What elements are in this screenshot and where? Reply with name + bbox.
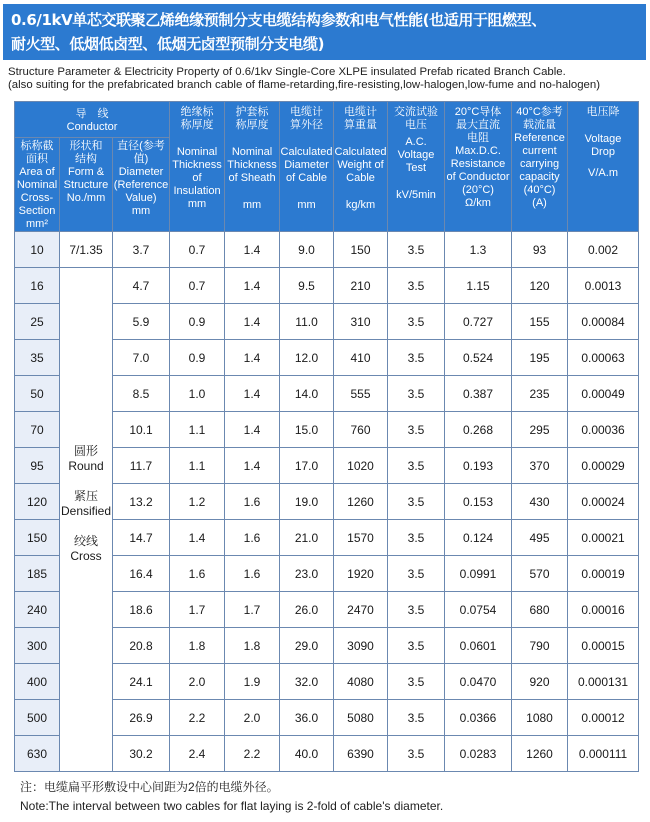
- cell-voltage-drop: 0.000131: [568, 664, 639, 700]
- cell-weight: 555: [334, 376, 388, 412]
- cell-voltage-test: 3.5: [388, 592, 445, 628]
- form-cross-en: Cross: [70, 549, 102, 563]
- header-voltage-drop-en: Voltage Drop: [584, 133, 622, 158]
- header-weight: [334, 102, 388, 232]
- cell-resistance: 0.193: [445, 448, 512, 484]
- header-voltage-drop: [568, 102, 639, 232]
- header-form: [60, 138, 113, 232]
- cell-voltage-drop: 0.000111: [568, 736, 639, 772]
- header-weight-en: Calculated Weight of Cable: [334, 146, 387, 184]
- cell-voltage-drop: 0.00016: [568, 592, 639, 628]
- cell-diameter: 26.9: [113, 700, 170, 736]
- cell-diameter: 8.5: [113, 376, 170, 412]
- cell-diameter: 20.8: [113, 628, 170, 664]
- table-body: [15, 232, 639, 772]
- form-densified-cn: 紧压: [73, 489, 98, 503]
- cell-insulation: 1.4: [170, 520, 225, 556]
- cable-parameter-table: [14, 101, 639, 772]
- header-section-en: Area of Nominal Cross-Section: [16, 166, 58, 217]
- english-subtitle: [8, 66, 648, 92]
- cell-current-capacity: 295: [512, 412, 568, 448]
- cell-cable-diameter: 23.0: [280, 556, 334, 592]
- header-current-capacity: [512, 102, 568, 232]
- cell-voltage-test: 3.5: [388, 664, 445, 700]
- cell-current-capacity: 120: [512, 268, 568, 304]
- cell-resistance: 0.0991: [445, 556, 512, 592]
- form-structure-cell: [60, 268, 113, 772]
- cell-voltage-test: 3.5: [388, 304, 445, 340]
- cell-diameter: 30.2: [113, 736, 170, 772]
- header-resistance-unit: Ω/km: [465, 197, 491, 209]
- cell-resistance: 0.524: [445, 340, 512, 376]
- cell-diameter: 11.7: [113, 448, 170, 484]
- header-diameter-cn: 直径(参考值): [117, 140, 165, 165]
- cell-voltage-drop: 0.00021: [568, 520, 639, 556]
- cell-current-capacity: 495: [512, 520, 568, 556]
- cell-voltage-test: 3.5: [388, 376, 445, 412]
- conductor-en: Conductor: [66, 120, 118, 133]
- cell-current-capacity: 1080: [512, 700, 568, 736]
- cell-voltage-test: 3.5: [388, 700, 445, 736]
- cell-insulation: 1.1: [170, 448, 225, 484]
- header-current-capacity-en: Reference current carrying capacity (40°C): [514, 132, 565, 196]
- cell-insulation: 0.9: [170, 304, 225, 340]
- cell-section: 25: [15, 304, 60, 340]
- cell-current-capacity: 570: [512, 556, 568, 592]
- header-voltage-drop-unit: V/A.m: [588, 167, 618, 179]
- title-line-2: 耐火型、低烟低卤型、低烟无卤型预制分支电缆): [11, 35, 325, 53]
- cell-voltage-drop: 0.00015: [568, 628, 639, 664]
- footnote-en: Note:The interval between two cables for flat laying is 2-fold of cable's diameter.: [20, 799, 444, 813]
- cell-voltage-test: 3.5: [388, 736, 445, 772]
- cell-resistance: 0.0366: [445, 700, 512, 736]
- cell-voltage-drop: 0.00012: [568, 700, 639, 736]
- cell-cable-diameter: 26.0: [280, 592, 334, 628]
- cell-section: 70: [15, 412, 60, 448]
- form-round-en: Round: [68, 459, 104, 473]
- cell-section: 185: [15, 556, 60, 592]
- cell-diameter: 7.0: [113, 340, 170, 376]
- cell-section: 120: [15, 484, 60, 520]
- cell-resistance: 0.0754: [445, 592, 512, 628]
- header-sheath: [225, 102, 280, 232]
- header-sheath-unit: mm: [242, 199, 262, 211]
- cell-section: 300: [15, 628, 60, 664]
- header-weight-unit: kg/km: [345, 199, 376, 211]
- cell-current-capacity: 790: [512, 628, 568, 664]
- header-cable-diameter-en: Calculated Diameter of Cable: [280, 146, 333, 184]
- cell-weight: 410: [334, 340, 388, 376]
- cell-insulation: 2.2: [170, 700, 225, 736]
- header-diameter: [113, 138, 170, 232]
- cell-cable-diameter: 14.0: [280, 376, 334, 412]
- cell-sheath: 1.6: [225, 484, 280, 520]
- cell-voltage-test: 3.5: [388, 268, 445, 304]
- cell-section: 240: [15, 592, 60, 628]
- cell-resistance: 1.3: [445, 232, 512, 268]
- cell-weight: 760: [334, 412, 388, 448]
- cell-sheath: 1.7: [225, 592, 280, 628]
- table-row: [15, 232, 639, 268]
- cell-voltage-drop: 0.00063: [568, 340, 639, 376]
- cell-voltage-drop: 0.00049: [568, 376, 639, 412]
- cell-form: 7/1.35: [60, 232, 113, 268]
- header-resistance: [445, 102, 512, 232]
- cell-cable-diameter: 19.0: [280, 484, 334, 520]
- header-cable-diameter: [280, 102, 334, 232]
- cell-insulation: 1.0: [170, 376, 225, 412]
- conductor-cn: 导 线: [75, 107, 109, 120]
- header-sheath-en: Nominal Thickness of Sheath: [227, 146, 277, 184]
- cell-diameter: 24.1: [113, 664, 170, 700]
- cell-resistance: 0.268: [445, 412, 512, 448]
- cell-insulation: 2.0: [170, 664, 225, 700]
- header-cable-diameter-unit: mm: [297, 199, 316, 211]
- cell-insulation: 1.2: [170, 484, 225, 520]
- form-cross-cn: 绞线: [73, 534, 98, 548]
- cell-sheath: 1.4: [225, 340, 280, 376]
- header-form-cn: 形状和结构: [69, 140, 103, 165]
- cell-insulation: 0.7: [170, 232, 225, 268]
- cell-voltage-test: 3.5: [388, 556, 445, 592]
- header-voltage-test-cn: 交流试验电压: [394, 106, 439, 131]
- header-resistance-cn: 20°C导体最大直流电阻: [454, 106, 502, 144]
- cell-resistance: 0.0283: [445, 736, 512, 772]
- cell-voltage-test: 3.5: [388, 340, 445, 376]
- cell-voltage-test: 3.5: [388, 628, 445, 664]
- cell-diameter: 4.7: [113, 268, 170, 304]
- header-sheath-cn: 护套标称厚度: [235, 106, 269, 131]
- cell-voltage-test: 3.5: [388, 412, 445, 448]
- cell-current-capacity: 430: [512, 484, 568, 520]
- cell-weight: 150: [334, 232, 388, 268]
- header-insulation-cn: 绝缘标称厚度: [180, 106, 214, 131]
- header-diameter-en: Diameter (Reference Value): [113, 166, 169, 204]
- cell-voltage-drop: 0.0013: [568, 268, 639, 304]
- cell-weight: 310: [334, 304, 388, 340]
- header-section-cn: 标称截面积: [20, 140, 54, 165]
- footnote-cn: 注：电缆扁平形敷设中心间距为2倍的电缆外径。: [20, 780, 279, 794]
- cell-voltage-drop: 0.00036: [568, 412, 639, 448]
- cell-weight: 1260: [334, 484, 388, 520]
- cell-sheath: 1.4: [225, 232, 280, 268]
- cell-diameter: 3.7: [113, 232, 170, 268]
- cell-sheath: 1.4: [225, 412, 280, 448]
- cell-cable-diameter: 17.0: [280, 448, 334, 484]
- header-form-en: Form & Structure: [63, 166, 109, 191]
- cell-resistance: 0.153: [445, 484, 512, 520]
- cell-diameter: 5.9: [113, 304, 170, 340]
- header-section: [15, 138, 60, 232]
- cell-diameter: 13.2: [113, 484, 170, 520]
- cell-diameter: 16.4: [113, 556, 170, 592]
- header-cable-diameter-cn: 电缆计算外径: [290, 106, 324, 131]
- cell-sheath: 1.9: [225, 664, 280, 700]
- cell-cable-diameter: 9.5: [280, 268, 334, 304]
- cell-voltage-drop: 0.00084: [568, 304, 639, 340]
- cell-voltage-test: 3.5: [388, 448, 445, 484]
- cell-current-capacity: 920: [512, 664, 568, 700]
- header-current-capacity-unit: (A): [532, 197, 547, 209]
- cell-insulation: 2.4: [170, 736, 225, 772]
- cell-insulation: 1.8: [170, 628, 225, 664]
- cell-current-capacity: 680: [512, 592, 568, 628]
- cell-section: 10: [15, 232, 60, 268]
- cell-insulation: 0.9: [170, 340, 225, 376]
- cell-diameter: 10.1: [113, 412, 170, 448]
- cell-diameter: 14.7: [113, 520, 170, 556]
- cell-voltage-drop: 0.00019: [568, 556, 639, 592]
- subtitle-line-1: Structure Parameter & Electricity Property of 0.6/1kv Single-Core XLPE insulated Prefab ricated Branch Cable.: [8, 66, 566, 78]
- cell-sheath: 1.4: [225, 376, 280, 412]
- title-banner: [3, 4, 646, 60]
- cell-weight: 210: [334, 268, 388, 304]
- cell-weight: 1020: [334, 448, 388, 484]
- header-form-unit: No./mm: [66, 192, 106, 204]
- cell-weight: 3090: [334, 628, 388, 664]
- header-insulation-unit: mm: [187, 198, 207, 210]
- cell-current-capacity: 195: [512, 340, 568, 376]
- cell-voltage-test: 3.5: [388, 232, 445, 268]
- cell-resistance: 1.15: [445, 268, 512, 304]
- cell-section: 630: [15, 736, 60, 772]
- cell-resistance: 0.0470: [445, 664, 512, 700]
- cell-sheath: 1.6: [225, 520, 280, 556]
- cell-weight: 6390: [334, 736, 388, 772]
- header-voltage-test-en: A.C. Voltage Test: [397, 136, 435, 174]
- header-insulation-en: Nominal Thickness of Insulation: [172, 146, 222, 197]
- header-diameter-unit: mm: [131, 205, 151, 217]
- header-current-capacity-cn: 40°C参考载流量: [516, 106, 563, 131]
- cell-sheath: 1.4: [225, 268, 280, 304]
- cell-cable-diameter: 36.0: [280, 700, 334, 736]
- cell-sheath: 2.0: [225, 700, 280, 736]
- cell-weight: 5080: [334, 700, 388, 736]
- cell-weight: 1570: [334, 520, 388, 556]
- cell-section: 500: [15, 700, 60, 736]
- title-line-1: 0.6/1kV单芯交联聚乙烯绝缘预制分支电缆结构参数和电气性能(也适用于阻燃型、: [11, 11, 546, 29]
- cell-sheath: 1.6: [225, 556, 280, 592]
- cell-voltage-drop: 0.00024: [568, 484, 639, 520]
- cell-sheath: 2.2: [225, 736, 280, 772]
- cell-cable-diameter: 40.0: [280, 736, 334, 772]
- cell-weight: 4080: [334, 664, 388, 700]
- cell-section: 16: [15, 268, 60, 304]
- cell-insulation: 1.1: [170, 412, 225, 448]
- header-resistance-en: Max.D.C. Resistance of Conductor (20°C): [446, 145, 510, 196]
- cell-section: 95: [15, 448, 60, 484]
- cell-current-capacity: 155: [512, 304, 568, 340]
- cell-insulation: 1.7: [170, 592, 225, 628]
- subtitle-line-2: (also suiting for the prefabricated branch cable of flame-retarding,fire-resisting,low-halogen,low-fume and no-halogen): [8, 79, 600, 91]
- cell-section: 50: [15, 376, 60, 412]
- cell-current-capacity: 1260: [512, 736, 568, 772]
- cell-resistance: 0.124: [445, 520, 512, 556]
- header-insulation: [170, 102, 225, 232]
- cell-cable-diameter: 32.0: [280, 664, 334, 700]
- header-voltage-drop-cn: 电压降: [586, 106, 620, 118]
- cell-cable-diameter: 11.0: [280, 304, 334, 340]
- cell-sheath: 1.4: [225, 304, 280, 340]
- form-densified-en: Densified: [60, 504, 112, 518]
- cell-resistance: 0.0601: [445, 628, 512, 664]
- cell-cable-diameter: 15.0: [280, 412, 334, 448]
- cell-cable-diameter: 9.0: [280, 232, 334, 268]
- cell-diameter: 18.6: [113, 592, 170, 628]
- cell-current-capacity: 235: [512, 376, 568, 412]
- cell-cable-diameter: 12.0: [280, 340, 334, 376]
- cell-section: 400: [15, 664, 60, 700]
- footnote: [20, 778, 640, 816]
- cell-resistance: 0.387: [445, 376, 512, 412]
- table-row: [15, 268, 639, 304]
- cell-weight: 2470: [334, 592, 388, 628]
- header-weight-cn: 电缆计算重量: [344, 106, 378, 131]
- cell-section: 35: [15, 340, 60, 376]
- cell-insulation: 0.7: [170, 268, 225, 304]
- cell-cable-diameter: 21.0: [280, 520, 334, 556]
- cell-section: 150: [15, 520, 60, 556]
- cell-resistance: 0.727: [445, 304, 512, 340]
- header-section-unit: mm²: [26, 218, 48, 230]
- form-round-cn: 圆形: [73, 444, 98, 458]
- cell-voltage-test: 3.5: [388, 520, 445, 556]
- cell-insulation: 1.6: [170, 556, 225, 592]
- conductor-group-header: [15, 102, 170, 138]
- header-voltage-test: [388, 102, 445, 232]
- cell-voltage-drop: 0.002: [568, 232, 639, 268]
- cell-weight: 1920: [334, 556, 388, 592]
- cell-cable-diameter: 29.0: [280, 628, 334, 664]
- cell-sheath: 1.8: [225, 628, 280, 664]
- cell-current-capacity: 93: [512, 232, 568, 268]
- cell-current-capacity: 370: [512, 448, 568, 484]
- cell-voltage-test: 3.5: [388, 484, 445, 520]
- cell-voltage-drop: 0.00029: [568, 448, 639, 484]
- cell-sheath: 1.4: [225, 448, 280, 484]
- header-voltage-test-unit: kV/5min: [396, 189, 436, 201]
